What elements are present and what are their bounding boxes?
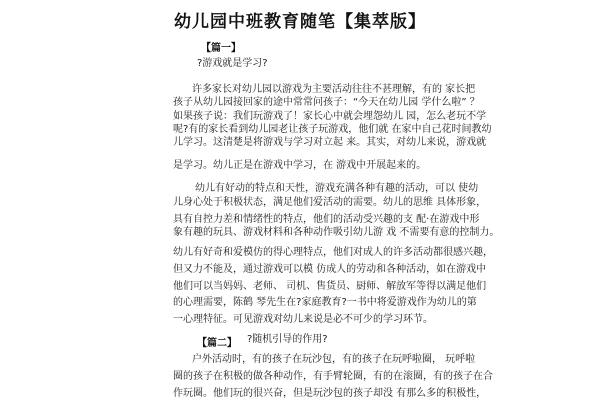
section2-p1-line: 户外活动时，有的孩子在玩沙包，有的孩子在玩呼啦圈， 玩呼啦: [192, 354, 476, 365]
section1-p1-line: 儿学习。这清楚是将游戏与学习对立起 来。其实，对幼儿来说，游戏就: [173, 137, 487, 148]
section2-question: ?随机引导的作用?: [247, 334, 328, 345]
section1-p2-line: 幼儿有好奇和爱模仿的得心理特点，他们对成人的许多活动都很感兴趣，: [173, 247, 493, 258]
section1-p2-line: 儿身心处于积极状态，满足他们爱活动的需要。幼儿的思维 具体形象，: [173, 197, 487, 208]
section1-p1-line: 是学习。幼儿正是在游戏中学习，在 游戏中开展起来的。: [173, 160, 427, 171]
section1-p1-line: 孩子从幼儿园接回家的途中常常问孩子：“今天在幼儿园 学什么啦” ？: [173, 97, 480, 108]
section1-label: 【篇一】: [201, 43, 241, 54]
section1-p2-line: 但又力不能及，通过游戏可以模 仿成人的劳动和各种活动，如在游戏中: [173, 264, 487, 275]
section1-p2-line: 他们可以当妈妈、老师、 司机、售货员、厨师、解放军等得以满足他们: [173, 281, 487, 292]
section1-p2-line: 具有自控力差和情绪性的特点，他们的活动受兴趣的支 配·在游戏中形: [173, 214, 480, 225]
section1-p2-line: 的心理需要，陈鹤 琴先生在?家庭教育?一书中将爱游戏作为幼儿的第: [173, 297, 477, 308]
section1-p2-line: 幼儿有好动的特点和天性，游戏充满各种有趣的活动，可以 使幼: [195, 183, 479, 194]
section1-question: ?游戏就是学习?: [197, 58, 268, 69]
section1-p1-line: 呢?有的家长看到幼儿园老让孩子玩游戏，他们就 在家中自己花时间教幼: [173, 124, 492, 135]
section2-p1-line: 作玩圈。他们玩的很兴奋，但是玩沙包的孩子却没 有那么多的积极性，: [173, 388, 487, 399]
section1-p1-line: 许多家长对幼儿园以游戏为主要活动往往不甚理解，有的 家长把: [192, 84, 476, 95]
section1-p2-line: 象有趣的玩具、游戏材料和各种动作吸引幼儿游 戏 不需要有意的控制力。: [173, 227, 500, 238]
document-title: 幼儿园中班教育随笔【集萃版】: [174, 12, 426, 32]
section2-label: 【篇二】: [197, 338, 237, 349]
section1-p1-line: 如果孩子说：我们玩游戏了！家长心中就会埋怨幼儿 园，怎么老玩不学: [173, 111, 487, 122]
section2-p1-line: 圈的孩子在积极的做各种动作，有手臂轮圈，有的在滚圈，有的孩子在合: [173, 371, 493, 382]
section1-p2-line: 一心理特征。可见游戏对幼儿来说是必不可少的学习环节。: [173, 314, 433, 325]
